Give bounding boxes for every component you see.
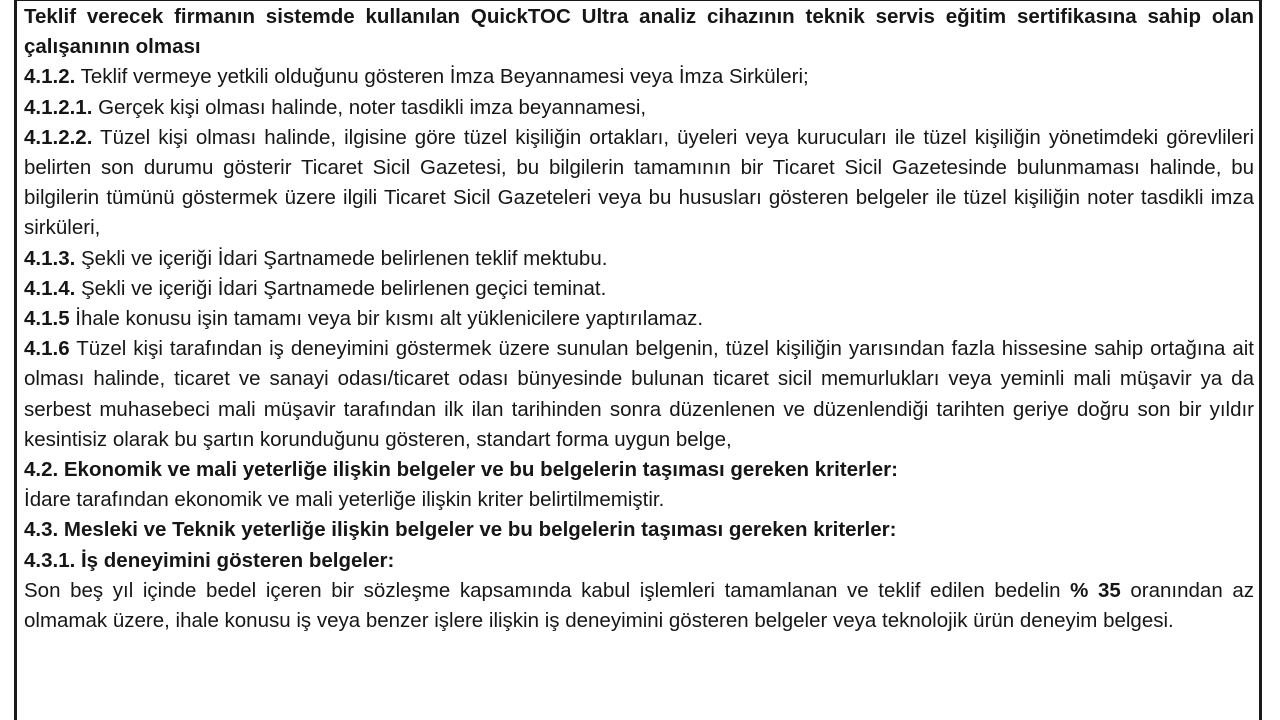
paragraph-4-1-5 — [24, 304, 1254, 334]
section-number: 4.1.5 — [24, 307, 70, 331]
section-number: 4.1.6 — [24, 337, 70, 361]
section-number: 4.1.3. — [24, 246, 76, 270]
section-number: 4.1.2.1. — [24, 95, 93, 119]
paragraph-4-1-2 — [24, 62, 1254, 92]
section-number: 4.1.4. — [24, 276, 76, 300]
paragraph-text: Şekli ve içeriği İdari Şartnamede belirlenen geçici teminat. — [75, 276, 607, 300]
section-number: 4.1.2. — [24, 65, 76, 89]
percentage-value: % 35 — [1070, 578, 1121, 602]
paragraph-4-1-6 — [24, 334, 1254, 455]
paragraph-work-experience — [24, 576, 1254, 636]
paragraph-text: Tüzel kişi olması halinde, ilgisine göre tüzel kişiliğin ortakları, üyeleri veya kurucuları ile tüzel kişiliğin yönetimdeki görevlileri belirten son durumu gösterir Ticaret Sicil Gazetesi, bu bilgilerin tamamının bir Ticaret Sicil Gazetesinde bulunmaması halinde, bu bilgilerin tümünü göstermek üzere ilgili Ticaret Sicil Gazeteleri veya bu hususları gösteren belgeler ile tüzel kişiliğin noter tasdikli imza sirküleri, — [24, 125, 1254, 240]
paragraph-4-1-2-2 — [24, 123, 1254, 244]
paragraph-4-1-2-1 — [24, 93, 1254, 123]
heading-4-3-1: 4.3.1. İş deneyimini gösteren belgeler: — [24, 548, 395, 572]
section-number: 4.1.2.2. — [24, 125, 93, 149]
document-text — [24, 2, 1254, 636]
paragraph-text: İhale konusu işin tamamı veya bir kısmı alt yüklenicilere yaptırılamaz. — [69, 307, 704, 331]
heading-4-2: 4.2. Ekonomik ve mali yeterliğe ilişkin belgeler ve bu belgelerin taşıması gereken kriterler: — [24, 458, 898, 482]
paragraph-text: Gerçek kişi olması halinde, noter tasdikli imza beyannamesi, — [92, 95, 647, 119]
paragraph-text: Son beş yıl içinde bedel içeren bir sözleşme kapsamında kabul işlemleri tamamlanan ve teklif edilen bedelin — [24, 578, 1071, 602]
paragraph-text: oranından az olmamak üzere, ihale konusu iş veya benzer işlere ilişkin iş deneyimini gösteren belgeler veya teknolojik ürün deneyim belgesi. — [24, 578, 1254, 633]
paragraph-certificate-requirement: Teklif verecek firmanın sistemde kullanılan QuickTOC Ultra analiz cihazının teknik servis eğitim sertifikasına sahip olan çalışanının olması — [24, 5, 1254, 59]
heading-4-3: 4.3. Mesleki ve Teknik yeterliğe ilişkin belgeler ve bu belgelerin taşıması gereken kriterler: — [24, 518, 897, 542]
paragraph-4-1-4 — [24, 274, 1254, 304]
paragraph-text: Tüzel kişi tarafından iş deneyimini göstermek üzere sunulan belgenin, tüzel kişiliğin yarısından fazla hissesine sahip ortağına ait olması halinde, ticaret ve sanayi odası/ticaret odası bünyesinde bulunan ticaret sicil memurlukları veya yeminli mali müşavir ya da serbest muhasebeci mali müşavir tarafından ilk ilan tarihinden sonra düzenlenen ve düzenlendiği tarihten geriye doğru son bir yıldır kesintisiz olarak bu şartın korunduğunu gösteren, standart forma uygun belge, — [24, 337, 1254, 451]
paragraph-text: Şekli ve içeriği İdari Şartnamede belirlenen teklif mektubu. — [75, 246, 608, 270]
paragraph-4-1-3 — [24, 244, 1254, 274]
paragraph-text: Teklif vermeye yetkili olduğunu gösteren İmza Beyannamesi veya İmza Sirküleri; — [75, 65, 809, 89]
paragraph-financial-criteria: İdare tarafından ekonomik ve mali yeterliğe ilişkin kriter belirtilmemiştir. — [24, 488, 665, 512]
